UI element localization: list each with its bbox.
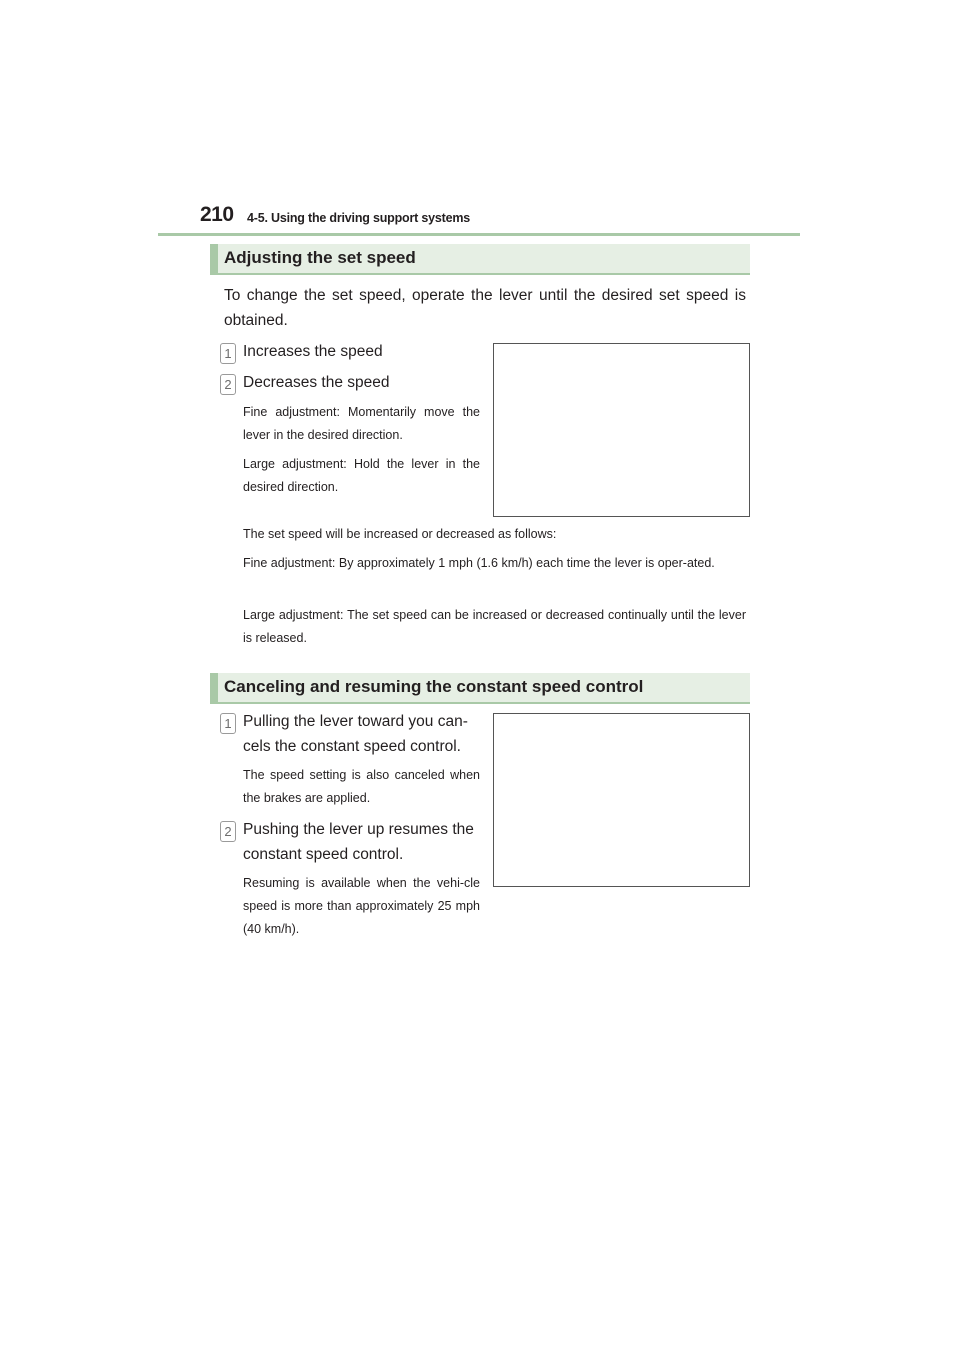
large-adjustment-detail: Large adjustment: The set speed can be increased or decreased continually until the lever is released.	[243, 608, 746, 645]
step-number-badge: 2	[220, 374, 236, 395]
fine-adjustment-note: Fine adjustment: Momentarily move the lever in the desired direction.	[243, 405, 480, 442]
page-number: 210	[200, 203, 234, 226]
section-heading-bar	[210, 244, 750, 275]
step-text: Decreases the speed	[243, 374, 390, 391]
step-number-badge: 2	[220, 821, 236, 842]
intro-paragraph: To change the set speed, operate the lever until the desired set speed is obtained.	[224, 287, 746, 329]
step-number-badge: 1	[220, 343, 236, 364]
section-title: Canceling and resuming the constant speed control	[224, 677, 644, 696]
section-title: Adjusting the set speed	[224, 248, 416, 267]
step-text: Pushing the lever up resumes the constant speed control.	[243, 821, 474, 863]
step-note: Resuming is available when the vehi-cle speed is more than approximately 25 mph (40 km/h).	[243, 876, 480, 936]
step-text: Increases the speed	[243, 343, 383, 360]
header-rule	[158, 233, 800, 236]
step-number-badge: 1	[220, 713, 236, 734]
running-head: 4-5. Using the driving support systems	[247, 211, 471, 225]
step-text: Pulling the lever toward you can-cels the constant speed control.	[243, 713, 468, 755]
fine-adjustment-detail: Fine adjustment: By approximately 1 mph (1.6 km/h) each time the lever is oper-ated.	[243, 556, 715, 570]
large-adjustment-note: Large adjustment: Hold the lever in the desired direction.	[243, 457, 480, 494]
step-note: The speed setting is also canceled when the brakes are applied.	[243, 768, 480, 805]
section-heading-bar	[210, 673, 750, 704]
adjustment-summary: The set speed will be increased or decreased as follows:	[243, 527, 557, 541]
lever-illustration-1	[493, 343, 750, 517]
lever-illustration-2	[493, 713, 750, 887]
